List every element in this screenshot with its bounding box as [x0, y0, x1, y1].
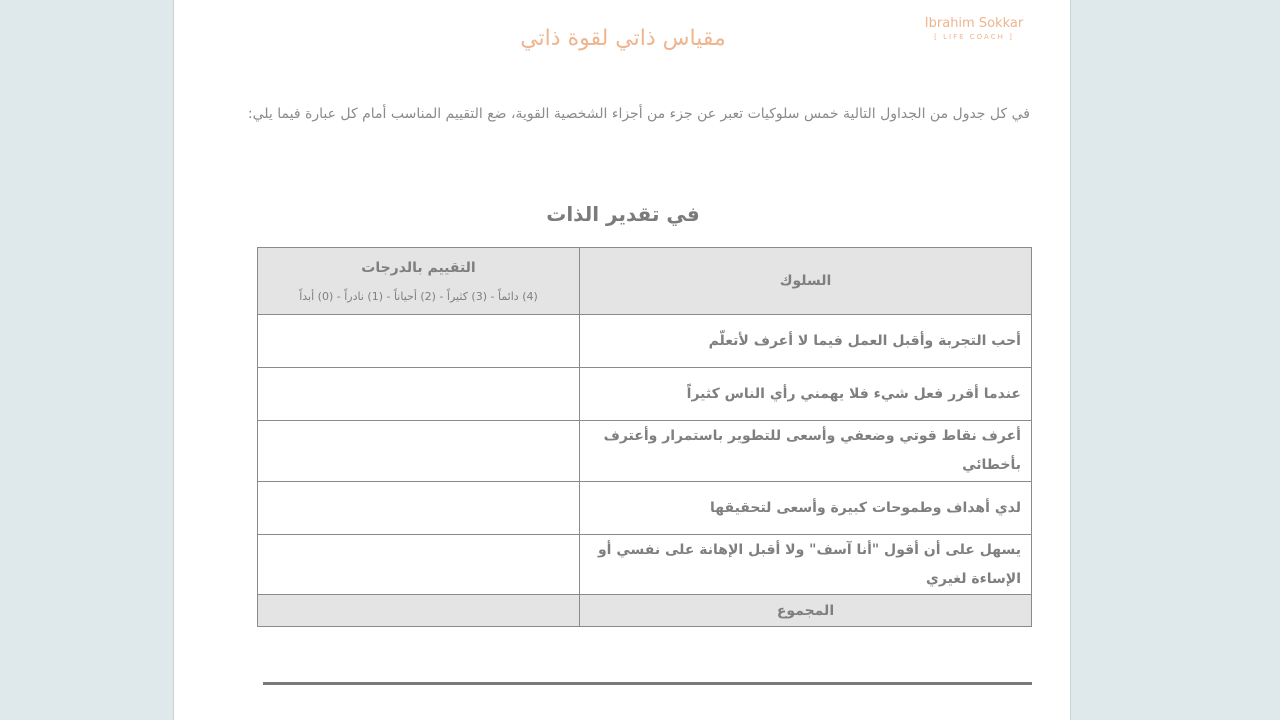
- table-row: [258, 368, 1032, 421]
- table-row: [258, 482, 1032, 535]
- page-title: مقياس ذاتي لقوة ذاتي: [520, 26, 726, 51]
- score-cell[interactable]: [258, 421, 580, 482]
- logo-name: Ibrahim Sokkar: [924, 16, 1024, 31]
- score-cell[interactable]: [258, 482, 580, 535]
- total-label: المجموع: [580, 595, 1032, 627]
- total-value-cell[interactable]: [258, 595, 580, 627]
- table-row: [258, 421, 1032, 482]
- table-header-row: [258, 248, 1032, 315]
- score-cell[interactable]: [258, 315, 580, 368]
- behavior-cell: عندما أقرر فعل شيء فلا يهمني رأي الناس كثيراً: [580, 368, 1032, 421]
- section-title: في تقدير الذات: [546, 202, 700, 226]
- behavior-cell: أعرف نقاط قوتي وضعفي وأسعى للتطوير باستمرار وأعترف بأخطائي: [580, 421, 1032, 482]
- bottom-divider: [263, 682, 1032, 685]
- logo-tagline: [ LIFE COACH ]: [934, 33, 1014, 41]
- table-row: [258, 535, 1032, 595]
- rating-table: [257, 247, 1032, 627]
- score-cell[interactable]: [258, 535, 580, 595]
- behavior-column-header: السلوك: [580, 248, 1032, 315]
- table-row: [258, 315, 1032, 368]
- score-cell[interactable]: [258, 368, 580, 421]
- behavior-cell: لدي أهداف وطموحات كبيرة وأسعى لتحقيقها: [580, 482, 1032, 535]
- document-page: [173, 0, 1071, 720]
- total-row: [258, 595, 1032, 627]
- behavior-cell: أحب التجربة وأقبل العمل فيما لا أعرف لأتعلّم: [580, 315, 1032, 368]
- behavior-cell: يسهل على أن أقول "أنا آسف" ولا أقبل الإهانة على نفسي أو الإساءة لغيري: [580, 535, 1032, 595]
- score-column-header: [258, 248, 580, 315]
- score-scale-legend: (4) دائماً - (3) كثيراً - (2) أحياناً - (1) نادراً - (0) أبداً: [299, 290, 538, 303]
- score-header-label: التقييم بالدرجات: [361, 260, 476, 276]
- intro-paragraph: في كل جدول من الجداول التالية خمس سلوكيات تعبر عن جزء من أجزاء الشخصية القوية، ضع التقييم المناسب أمام كل عبارة فيما يلي:: [247, 106, 1030, 122]
